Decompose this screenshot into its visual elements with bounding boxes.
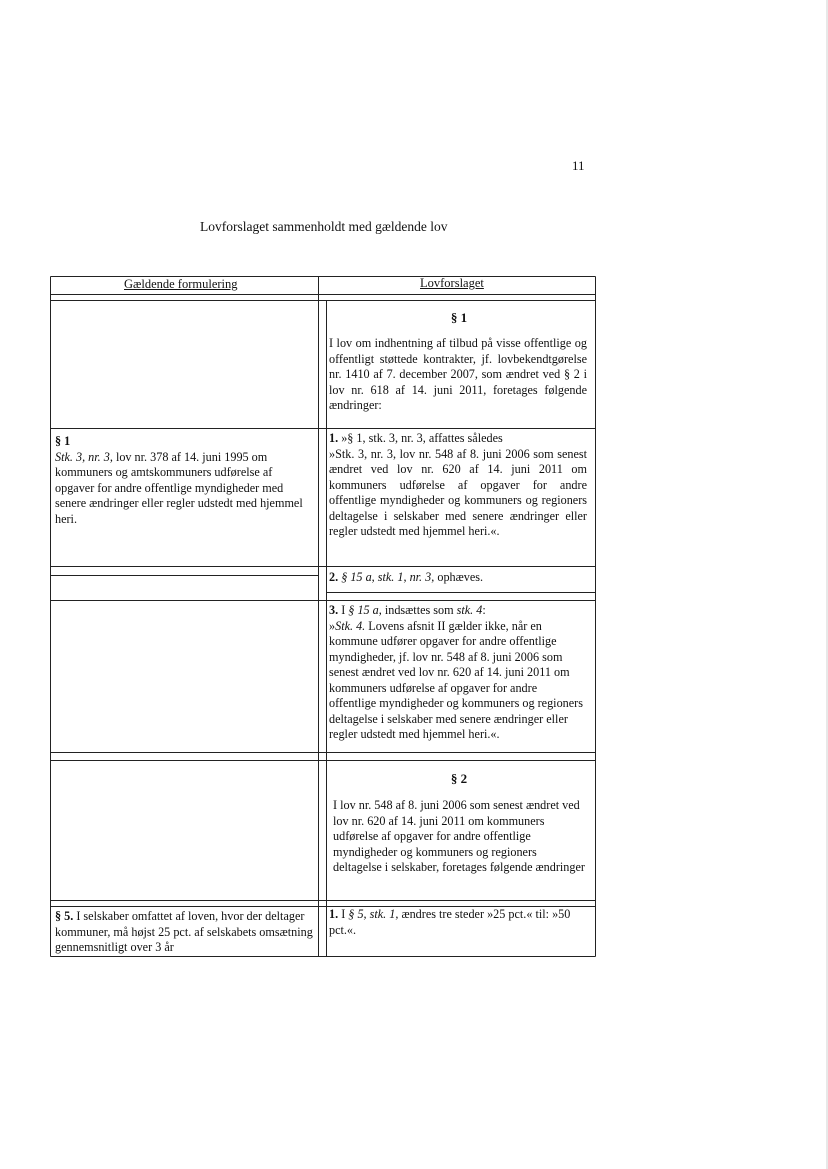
item-3-reference-2: stk. 4 xyxy=(456,603,483,617)
row-2-current-reference: Stk. 3, nr. 3, xyxy=(55,449,113,464)
row-6-current-body: I selskaber omfattet af loven, hvor der deltager kommuner, må højst 25 pct. af selskabets omsætning gennemsnitligt over 3 år xyxy=(55,909,313,954)
document-title: Lovforslaget sammenholdt med gældende lov xyxy=(200,219,448,234)
row-5-bill-text: I lov nr. 548 af 8. juni 2006 som senest ændret ved lov nr. 620 af 14. juni 2011 om kommuners udførelse af opgaver for andre offentlige myndigheder og kommuners og regioners deltagelse i selskaber, foretages følgende ændringer xyxy=(333,798,585,874)
row-4-bill-text xyxy=(329,603,587,743)
row-3-bill-text xyxy=(329,570,587,586)
row-6-current-text xyxy=(55,909,313,956)
row-2-current-text xyxy=(55,434,310,527)
item-3-quote-open: » xyxy=(329,618,336,633)
row-2-current-body: lov nr. 378 af 14. juni 1995 om kommuners og amtskommuners udførelse af opgaver for andre offentlige myndigheder med senere ændringer eller regler udstedt med hjemmel heri. xyxy=(55,449,303,526)
row-2-current-heading: § 1 xyxy=(55,434,71,448)
item-6-pre: I xyxy=(338,907,349,921)
item-6-body: ændres tre steder »25 pct.« til: »50 pct.«. xyxy=(329,907,571,937)
row-6-bill-text xyxy=(329,907,587,938)
section-1-heading: § 1 xyxy=(450,310,468,325)
comparison-table xyxy=(50,276,595,957)
item-6-reference: § 5, stk. 1, xyxy=(348,907,399,921)
item-2-reference: § 15 a, stk. 1, nr. 3, xyxy=(341,570,435,584)
item-3-colon: : xyxy=(482,603,486,617)
item-1-body: »Stk. 3, nr. 3, lov nr. 548 af 8. juni 2006 som senest ændret ved lov nr. 620 af 14. juni 2011 om kommuners udførelse af opgaver for andre offentlige myndigheder og kommuners og regioners deltagelse i selskaber med senere ændringer eller regler udstedt med hjemmel heri.«. xyxy=(329,446,587,538)
item-2-number: 2. xyxy=(329,570,339,584)
item-2-body: ophæves. xyxy=(434,570,484,584)
page-number: 11 xyxy=(572,158,585,173)
row-1-bill-text: I lov om indhentning af tilbud på visse offentlige og offentligt støttede kontrakter, jf. lovbekendtgørelse nr. 1410 af 7. december 2007, som ændret ved § 2 i lov nr. 618 af 14. juni 2011, foretages følgende ændringer: xyxy=(329,336,587,412)
section-2-heading: § 2 xyxy=(450,771,468,786)
row-6-current-heading: § 5. xyxy=(55,909,74,923)
item-3-body: Lovens afsnit II gælder ikke, når en kommune udfører opgaver for andre offentlige myndigheder, jf. lov nr. 548 af 8. juni 2006 som senest ændret ved lov nr. 620 af 14. juni 2011 om kommuners udførelse af opgaver for andre offentlige myndigheder og kommuners og regioners deltagelse i selskaber med senere ændringer eller regler udstedt med hjemmel heri.«. xyxy=(329,618,583,741)
item-3-pre: I xyxy=(338,603,349,617)
header-bill: Lovforslaget xyxy=(420,276,484,290)
header-current-wording: Gældende formulering xyxy=(124,277,238,291)
item-3-stk: Stk. 4. xyxy=(335,618,366,633)
item-6-number: 1. xyxy=(329,907,339,921)
item-3-number: 3. xyxy=(329,603,339,617)
item-3-reference: § 15 a, xyxy=(348,603,382,617)
item-1-number: 1. xyxy=(329,431,339,445)
item-3-mid: indsættes som xyxy=(381,603,457,617)
item-1-intro: »§ 1, stk. 3, nr. 3, affattes således xyxy=(338,431,503,445)
row-2-bill-text xyxy=(329,431,587,540)
